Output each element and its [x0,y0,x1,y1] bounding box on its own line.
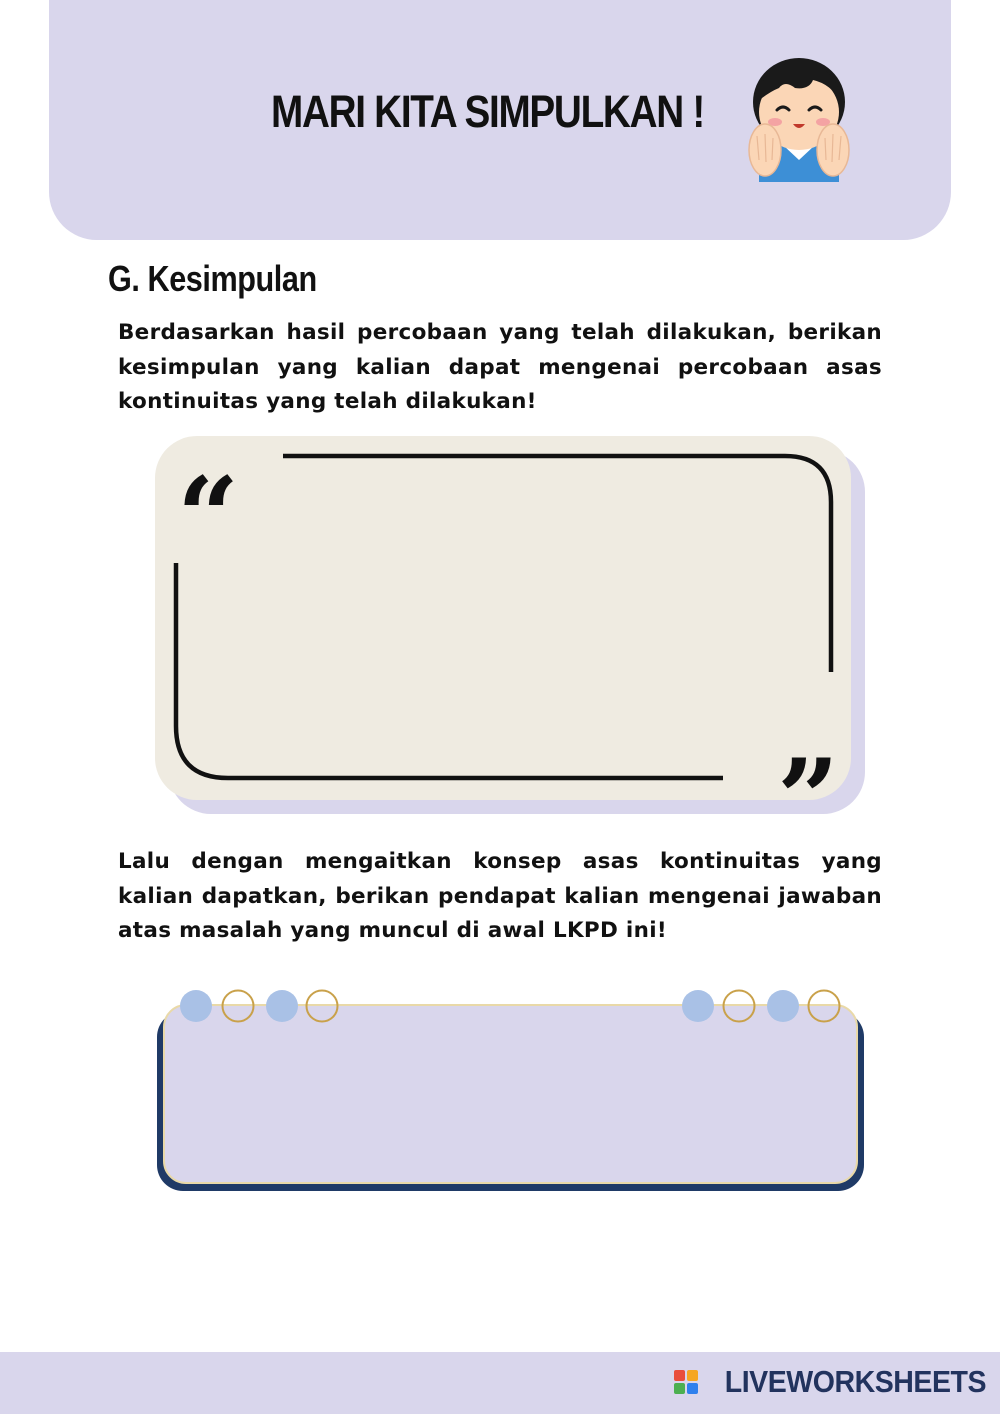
opinion-answer-box[interactable] [155,985,867,1195]
conclusion-answer-box[interactable] [155,436,867,818]
brand-link[interactable] [674,1364,986,1400]
page-title: MARI KITA SIMPULKAN ! [271,86,704,137]
logo-tile-v [674,1383,685,1394]
smiling-child-icon [739,50,859,190]
quote-box-panel [155,436,851,800]
binder-dot-4 [767,990,799,1022]
answer-box-panel [164,1005,857,1183]
binder-dot-3 [682,990,714,1022]
logo-tile-i [687,1370,698,1381]
instruction-paragraph-2: Lalu dengan mengaitkan konsep asas kontinuitas yang kalian dapatkan, berikan pendapat kalian mengenai jawaban atas masalah yang muncul di awal LKPD ini! [118,849,882,943]
binder-dot-2 [266,990,298,1022]
section-heading: G. Kesimpulan [108,258,317,299]
liveworksheets-logo-icon [674,1370,698,1394]
footer-bar [0,1352,1000,1414]
logo-tile-l [674,1370,685,1381]
close-quote-icon: ” [777,736,840,818]
instruction-paragraph-1: Berdasarkan hasil percobaan yang telah dilakukan, berikan kesimpulan yang kalian dapat mengenai percobaan asas kontinuitas yang telah dilakukan! [118,320,882,414]
header-banner [49,0,951,240]
logo-tile-e [687,1383,698,1394]
brand-name: LIVEWORKSHEETS [724,1364,986,1399]
binder-dot-1 [180,990,212,1022]
open-quote-icon: “ [177,454,240,580]
